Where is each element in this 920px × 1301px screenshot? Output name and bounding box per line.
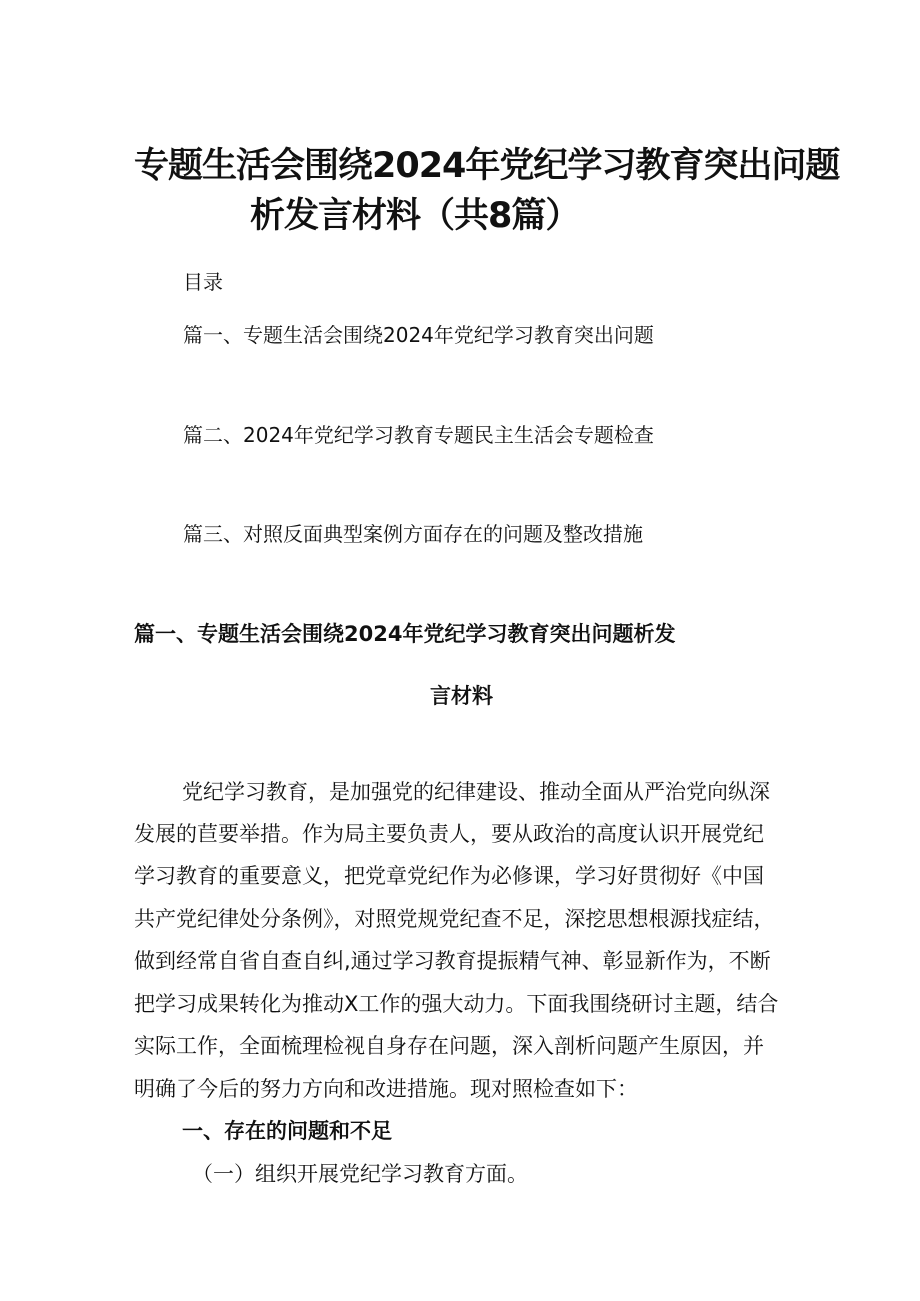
paragraph-line: 发展的苣要举措。作为局主要负责人，要从政治的高度认识开展党纪	[134, 822, 764, 846]
paragraph-line: 实际工作，全面梳理检视自身存在问题，深入剖析问题产生原因，并	[134, 1034, 764, 1058]
article-heading-line-1: 篇一、专题生活会围绕2024年党纪学习教育突出问题析发	[134, 622, 676, 646]
subsection-heading: （一）组织开展党纪学习教育方面。	[192, 1162, 528, 1186]
title-line-1: 专题生活会围绕2024年党纪学习教育突出问题	[134, 146, 840, 186]
paragraph-line: 明确了今后的努力方向和改进措施。现对照检查如下：	[134, 1077, 638, 1101]
toc-item: 篇二、2024年党纪学习教育专题民主生活会专题检查	[183, 423, 654, 447]
paragraph-line: 党纪学习教育，是加强党的纪律建设、推动全面从严治党向纵深	[182, 780, 770, 804]
toc-item: 篇一、专题生活会围绕2024年党纪学习教育突出问题	[183, 323, 654, 347]
toc-label: 目录	[183, 270, 223, 294]
toc-item: 篇三、对照反面典型案例方面存在的问题及整改措施	[183, 522, 643, 546]
title-line-2: 析发言材料（共8篇）	[250, 196, 580, 236]
paragraph-line: 学习教育的重要意义，把党章党纪作为必修课，学习好贯彻好《中国	[134, 864, 764, 888]
paragraph-line: 做到经常自省自查自纠,通过学习教育提振精气神、彰显新作为，不断	[134, 949, 771, 973]
paragraph-line: 共产党纪律处分条例》，对照党规党纪查不足，深挖思想根源找症结，	[134, 907, 775, 931]
article-heading-line-2: 言材料	[430, 684, 493, 708]
section-heading: 一、存在的问题和不足	[182, 1119, 392, 1143]
paragraph-line: 把学习成果转化为推动X工作的强大动力。下面我围绕研讨主题，结合	[134, 992, 779, 1016]
